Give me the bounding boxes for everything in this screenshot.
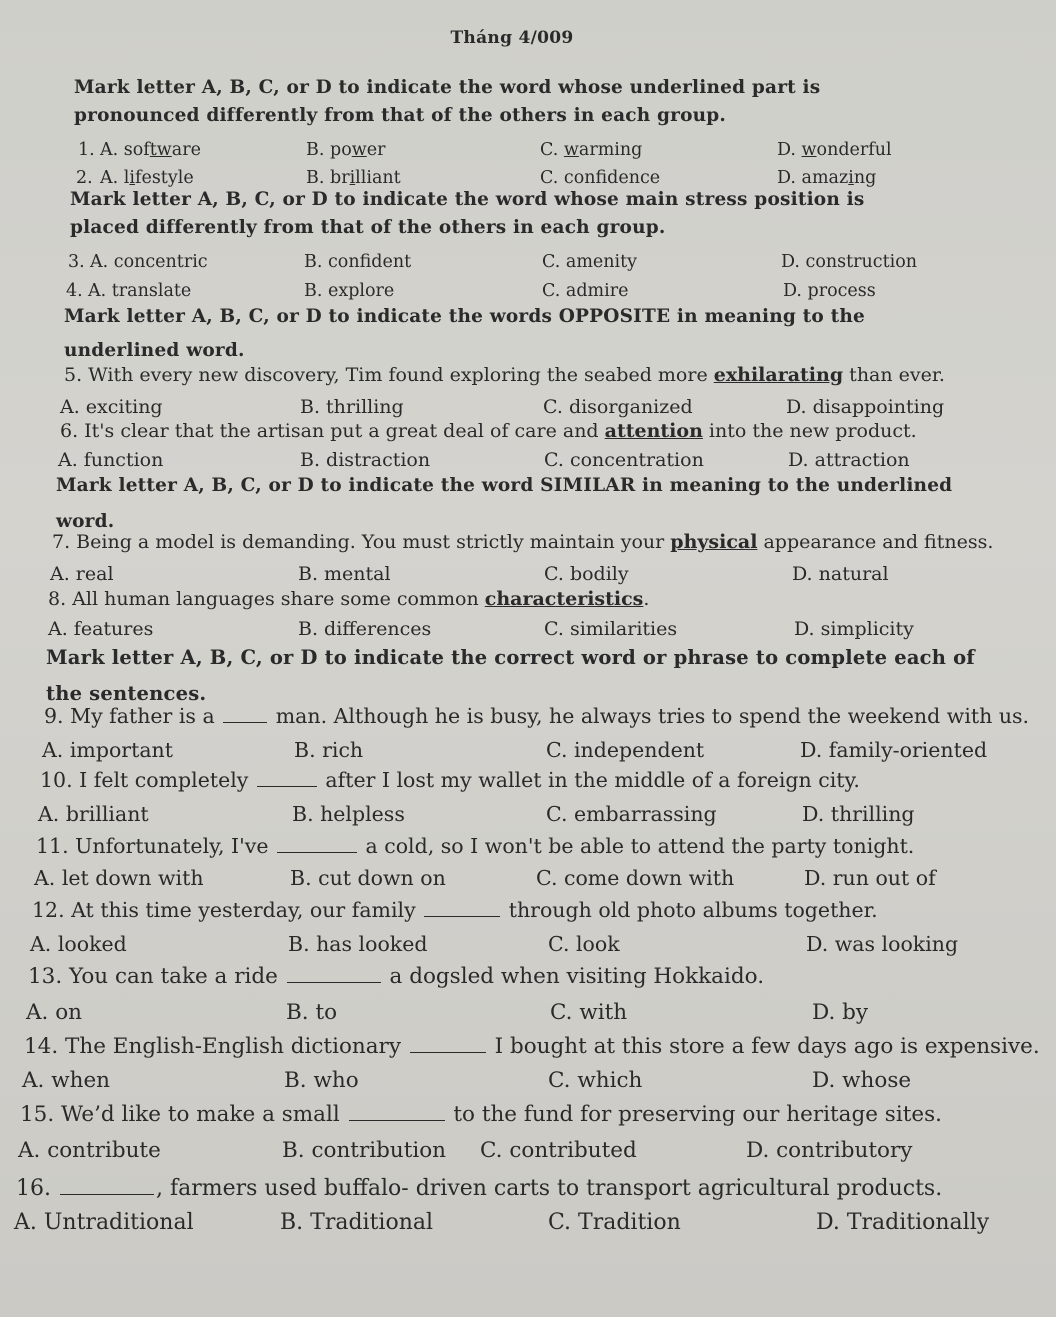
question-15: 15. We’d like to make a small to the fund for preserving our heritage sites. — [20, 1102, 942, 1127]
q8-option-a[interactable]: A. features — [48, 618, 154, 640]
question-15-options — [18, 1138, 1038, 1166]
q6-option-c[interactable]: C. concentration — [544, 449, 704, 471]
q13-option-d[interactable]: D. by — [812, 1000, 869, 1025]
q2-option-b[interactable]: B. brilliant — [306, 168, 401, 188]
q3-option-a[interactable]: A. concentric — [90, 252, 208, 272]
question-12: 12. At this time yesterday, our family through old photo albums together. — [32, 898, 878, 922]
q7-underlined-word: physical — [670, 531, 758, 553]
question-10-options — [38, 802, 1008, 830]
q12-option-a[interactable]: A. looked — [30, 932, 127, 956]
q13-option-a[interactable]: A. on — [26, 1000, 82, 1025]
q1-option-a[interactable]: A. software — [100, 140, 201, 160]
q5-option-d[interactable]: D. disappointing — [786, 396, 945, 418]
q9-blank[interactable] — [223, 706, 267, 723]
q10-option-b[interactable]: B. helpless — [292, 802, 405, 826]
q4-option-d[interactable]: D. process — [783, 281, 876, 301]
question-10: 10. I felt completely after I lost my wallet in the middle of a foreign city. — [40, 768, 860, 792]
q12-blank[interactable] — [424, 900, 500, 917]
q9-option-d[interactable]: D. family-oriented — [800, 738, 988, 762]
q1-option-b[interactable]: B. power — [306, 140, 386, 160]
q3-option-b[interactable]: B. confident — [304, 252, 412, 272]
q3-option-c[interactable]: C. amenity — [542, 252, 638, 272]
q14-blank[interactable] — [410, 1036, 486, 1053]
instruction-stress: Mark letter A, B, C, or D to indicate the word whose main stress position is placed differently from that of the others in each group. — [70, 189, 865, 238]
q16-option-c[interactable]: C. Tradition — [548, 1210, 681, 1235]
q9-option-b[interactable]: B. rich — [294, 738, 364, 762]
q9-option-c[interactable]: C. independent — [546, 738, 705, 762]
q4-option-a[interactable]: A. translate — [88, 281, 192, 301]
question-9-options — [42, 738, 1002, 766]
q8-option-d[interactable]: D. simplicity — [794, 618, 914, 640]
q1-option-c[interactable]: C. warming — [540, 140, 643, 160]
q16-blank[interactable] — [60, 1178, 154, 1195]
q15-option-d[interactable]: D. contributory — [746, 1138, 913, 1163]
question-13: 13. You can take a ride a dogsled when visiting Hokkaido. — [28, 964, 765, 989]
q16-option-b[interactable]: B. Traditional — [280, 1210, 434, 1235]
q3-number: 3. — [68, 252, 85, 272]
q11-option-a[interactable]: A. let down with — [34, 866, 204, 890]
q6-option-b[interactable]: B. distraction — [300, 449, 431, 471]
question-5: 5. With every new discovery, Tim found exploring the seabed more exhilarating than ever. — [64, 364, 945, 386]
q11-option-c[interactable]: C. come down with — [536, 866, 735, 890]
q3-option-d[interactable]: D. construction — [781, 252, 918, 272]
question-14-options — [22, 1068, 1032, 1096]
q8-option-b[interactable]: B. differences — [298, 618, 432, 640]
q14-option-c[interactable]: C. which — [548, 1068, 643, 1093]
question-7-options — [50, 563, 1000, 591]
q12-option-b[interactable]: B. has looked — [288, 932, 428, 956]
q5-underlined-word: exhilarating — [713, 364, 844, 386]
question-8: 8. All human languages share some common characteristics. — [48, 588, 650, 610]
q10-option-a[interactable]: A. brilliant — [38, 802, 149, 826]
question-11-options — [34, 866, 1014, 894]
q11-option-d[interactable]: D. run out of — [804, 866, 936, 890]
question-9: 9. My father is a man. Although he is busy, he always tries to spend the weekend with us. — [44, 704, 1030, 728]
q4-option-b[interactable]: B. explore — [304, 281, 395, 301]
q16-option-a[interactable]: A. Untraditional — [14, 1210, 194, 1235]
question-12-options — [30, 932, 1020, 960]
q6-underlined-word: attention — [604, 420, 703, 442]
q1-number: 1. — [78, 140, 95, 160]
q13-option-b[interactable]: B. to — [286, 1000, 338, 1025]
q2-number: 2. — [76, 168, 93, 188]
q7-option-c[interactable]: C. bodily — [544, 563, 629, 585]
q12-option-c[interactable]: C. look — [548, 932, 620, 956]
page-header: Tháng 4/009 — [450, 28, 574, 48]
q14-option-d[interactable]: D. whose — [812, 1068, 912, 1093]
q8-underlined-word: characteristics — [484, 588, 644, 610]
q8-option-c[interactable]: C. similarities — [544, 618, 678, 640]
question-6: 6. It's clear that the artisan put a great deal of care and attention into the new product. — [60, 420, 917, 442]
q2-option-a[interactable]: A. lifestyle — [100, 168, 194, 188]
q6-option-d[interactable]: D. attraction — [788, 449, 910, 471]
q7-option-b[interactable]: B. mental — [298, 563, 391, 585]
q5-option-a[interactable]: A. exciting — [60, 396, 163, 418]
q5-option-b[interactable]: B. thrilling — [300, 396, 404, 418]
q1-option-d[interactable]: D. wonderful — [777, 140, 892, 160]
q4-option-c[interactable]: C. admire — [542, 281, 629, 301]
q12-option-d[interactable]: D. was looking — [806, 932, 959, 956]
q10-option-c[interactable]: C. embarrassing — [546, 802, 717, 826]
q11-option-b[interactable]: B. cut down on — [290, 866, 446, 890]
q16-option-d[interactable]: D. Traditionally — [816, 1210, 990, 1235]
question-14: 14. The English-English dictionary I bought at this store a few days ago is expensive. — [24, 1034, 1040, 1059]
question-16-options — [14, 1210, 1044, 1238]
q6-option-a[interactable]: A. function — [58, 449, 164, 471]
q10-option-d[interactable]: D. thrilling — [802, 802, 915, 826]
instruction-pronunciation: Mark letter A, B, C, or D to indicate the word whose underlined part is pronounced differently from that of the others in each group. — [74, 77, 821, 126]
q7-option-d[interactable]: D. natural — [792, 563, 889, 585]
q9-option-a[interactable]: A. important — [42, 738, 173, 762]
question-16: 16. , farmers used buffalo- driven carts to transport agricultural products. — [16, 1176, 943, 1201]
q4-number: 4. — [66, 281, 83, 301]
q13-blank[interactable] — [287, 966, 381, 983]
q14-option-a[interactable]: A. when — [22, 1068, 111, 1093]
q7-option-a[interactable]: A. real — [50, 563, 114, 585]
q5-option-c[interactable]: C. disorganized — [543, 396, 693, 418]
q15-option-c[interactable]: C. contributed — [480, 1138, 637, 1163]
q10-blank[interactable] — [257, 770, 317, 787]
q14-option-b[interactable]: B. who — [284, 1068, 359, 1093]
instruction-complete: Mark letter A, B, C, or D to indicate the correct word or phrase to complete each of the sentences. — [46, 646, 975, 705]
q15-option-b[interactable]: B. contribution — [282, 1138, 447, 1163]
question-7: 7. Being a model is demanding. You must strictly maintain your physical appearance and fitness. — [52, 531, 994, 553]
q2-option-d[interactable]: D. amazing — [777, 168, 877, 188]
question-1 — [78, 140, 978, 168]
q15-blank[interactable] — [349, 1104, 445, 1121]
question-13-options — [26, 1000, 1026, 1028]
instruction-opposite: Mark letter A, B, C, or D to indicate the words OPPOSITE in meaning to the underlined word. — [64, 306, 865, 361]
q11-blank[interactable] — [277, 836, 357, 853]
question-11: 11. Unfortunately, I've a cold, so I won't be able to attend the party tonight. — [36, 834, 915, 858]
question-3 — [68, 252, 988, 280]
q13-option-c[interactable]: C. with — [550, 1000, 628, 1025]
q15-option-a[interactable]: A. contribute — [18, 1138, 161, 1163]
instruction-similar: Mark letter A, B, C, or D to indicate the word SIMILAR in meaning to the underlined word. — [56, 475, 953, 532]
q2-option-c[interactable]: C. confdence — [540, 168, 661, 188]
